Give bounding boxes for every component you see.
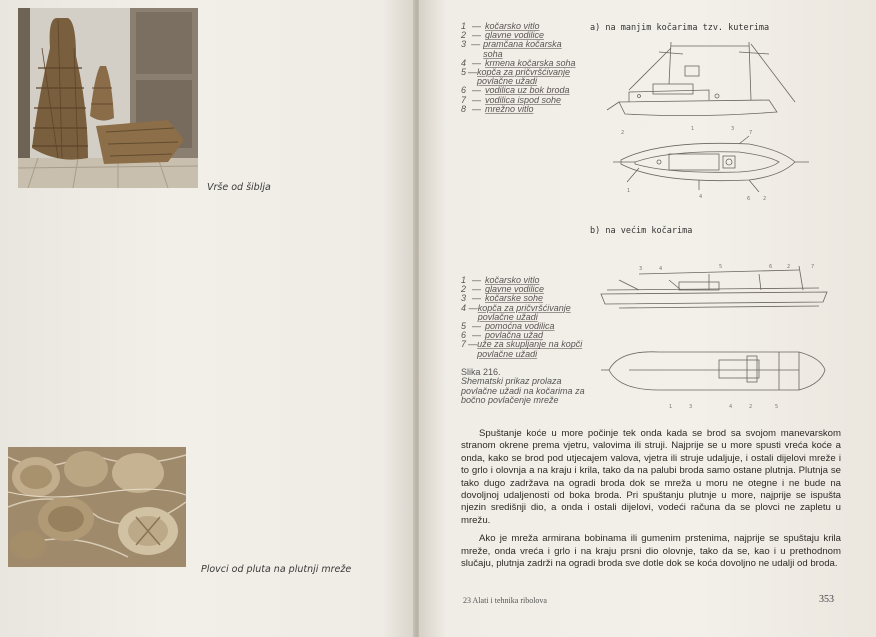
legend-dash: — [468, 302, 478, 313]
legend-number: 5 [461, 321, 467, 332]
body-text [461, 428, 841, 576]
legend-dash: — [472, 103, 481, 114]
svg-text:3: 3 [639, 266, 643, 272]
legend-number: 2 [461, 284, 467, 295]
legend-text: kopča za pričvršćivanje povlačne užadi [477, 302, 571, 322]
legend-text: pomoćna vodilica [485, 321, 555, 332]
svg-text:6: 6 [747, 196, 751, 202]
svg-text:1: 1 [691, 126, 695, 132]
legend-text: vodilica uz bok broda [485, 85, 570, 96]
legend-number: 3 [461, 293, 467, 304]
diagram-b-title: b) na većim kočarima [590, 226, 693, 236]
svg-text:2: 2 [763, 196, 767, 202]
svg-text:7: 7 [749, 130, 753, 136]
paragraph-2: Ako je mreža armirana bobinama ili gumenim prstenima, najprije se spuštaju krila mreže, onda vreća i grlo i na kraju prsni dio olovnje, tako da se, kao i u prethodnom slučaju, plutnja zadrži na ogradi broda sve dotle dok se koća dovoljno ne udalji od broda. [461, 533, 841, 570]
svg-text:1: 1 [669, 404, 673, 410]
legend-number: 3 [461, 39, 467, 50]
legend-number: 7 [461, 339, 467, 350]
legend-dash: — [472, 85, 481, 96]
legend-dash: — [472, 321, 481, 332]
legend-text: mrežno vitlo [485, 103, 534, 114]
svg-text:2: 2 [749, 404, 753, 410]
legend-number: 2 [461, 30, 467, 41]
legend-text: kopča za pričvršćivanje povlačne užadi [477, 67, 571, 87]
svg-text:7: 7 [811, 264, 815, 270]
svg-text:5: 5 [719, 264, 723, 270]
legend-text: vodilica ispod sohe [485, 94, 562, 105]
svg-text:4: 4 [699, 194, 703, 200]
small-trawler-diagram [599, 32, 829, 207]
svg-text:3: 3 [731, 126, 735, 132]
legend-text: uže za skupljanje na kopči povlačne užadi [477, 339, 583, 359]
legend-dash: — [472, 57, 481, 68]
legend-text: kočarsko vitlo [485, 275, 540, 285]
legend-text: kočarske sohe [485, 293, 544, 304]
cork-floats-caption: Plovci od pluta na plutnji mreže [201, 564, 352, 575]
legend-number: 6 [461, 330, 467, 341]
large-trawler-diagram [599, 260, 834, 420]
svg-text:2: 2 [787, 264, 791, 270]
legend-dash: — [472, 21, 481, 31]
legend-dash: — [472, 330, 481, 341]
legend-dash: — [472, 284, 481, 295]
paragraph-1: Spuštanje koće u more počinje tek onda kada se brod sa svojom manevarskom stranom okrene prema vjetru, valovima ili struji. Najprije se u more spusti vreća koće a onda, kako se brod pod utjecajem valova, vjetra ili struje udaljuje, i ostali dijelovi mreže i to grlo i olovnja a na kraju i krila, tako da na palubi broda samo ostane plutnja. Plutnja se tako dugo zadržava na ogradi broda dok se mreža u moru ne otegne i ne bude na dovoljnoj udaljenosti od boka broda. Pri spuštanju plutnje u more, najprije se ispušta njezin središnji dio, a onda i ostali dijelovi, vodeći računa da se plovci ne zapletu u mrežu. [461, 428, 841, 526]
diagram-a-title: a) na manjim kočarima tzv. kuterima [590, 23, 770, 33]
legend-dash: — [468, 67, 477, 78]
svg-text:6: 6 [769, 264, 773, 270]
legend-number: 5 [461, 67, 467, 78]
page-number: 353 [819, 594, 834, 605]
legend-dash: — [472, 30, 481, 41]
legend-number: 4 [461, 302, 467, 313]
legend-large-trawlers [461, 276, 586, 359]
fish-trap-photo [18, 8, 198, 188]
legend-row [461, 105, 576, 114]
legend-text: kočarsko vitlo [485, 21, 540, 31]
legend-dash: — [472, 94, 481, 105]
legend-text: krmena kočarska soha [485, 57, 576, 68]
legend-dash: — [472, 275, 481, 285]
right-page [419, 0, 876, 637]
legend-number: 6 [461, 85, 467, 96]
legend-text: glavne vodilice [485, 30, 545, 41]
legend-text: povlačna užad [485, 330, 544, 341]
legend-number: 8 [461, 103, 467, 114]
figure-label: Slika 216. [461, 367, 501, 377]
svg-text:4: 4 [729, 404, 733, 410]
svg-text:5: 5 [775, 404, 779, 410]
legend-row [461, 340, 586, 358]
left-page [0, 0, 415, 637]
cork-floats-photo [8, 447, 186, 567]
fish-trap-caption: Vrše od šiblja [207, 182, 271, 193]
legend-dash: — [468, 339, 478, 350]
legend-dash: — [472, 293, 481, 304]
legend-text: pramčana kočarska soha [483, 39, 562, 59]
legend-number: 7 [461, 94, 467, 105]
svg-text:1: 1 [627, 188, 631, 194]
legend-number: 1 [461, 21, 467, 31]
svg-text:2: 2 [621, 130, 625, 136]
legend-row [461, 68, 576, 86]
svg-text:3: 3 [689, 404, 693, 410]
legend-small-trawlers [461, 22, 576, 114]
figure-caption [461, 368, 586, 406]
svg-text:4: 4 [659, 266, 663, 272]
figure-caption-text: Shematski prikaz prolaza povlačne užadi na kočarima za bočno povlačenje mreže [461, 376, 585, 406]
legend-row [461, 40, 576, 58]
legend-number: 4 [461, 57, 467, 68]
chapter-footer: 23 Alati i tehnika ribolova [463, 596, 547, 605]
legend-dash: — [471, 39, 481, 50]
legend-text: glavne vodilice [485, 284, 545, 295]
legend-row [461, 304, 586, 322]
legend-number: 1 [461, 275, 467, 285]
